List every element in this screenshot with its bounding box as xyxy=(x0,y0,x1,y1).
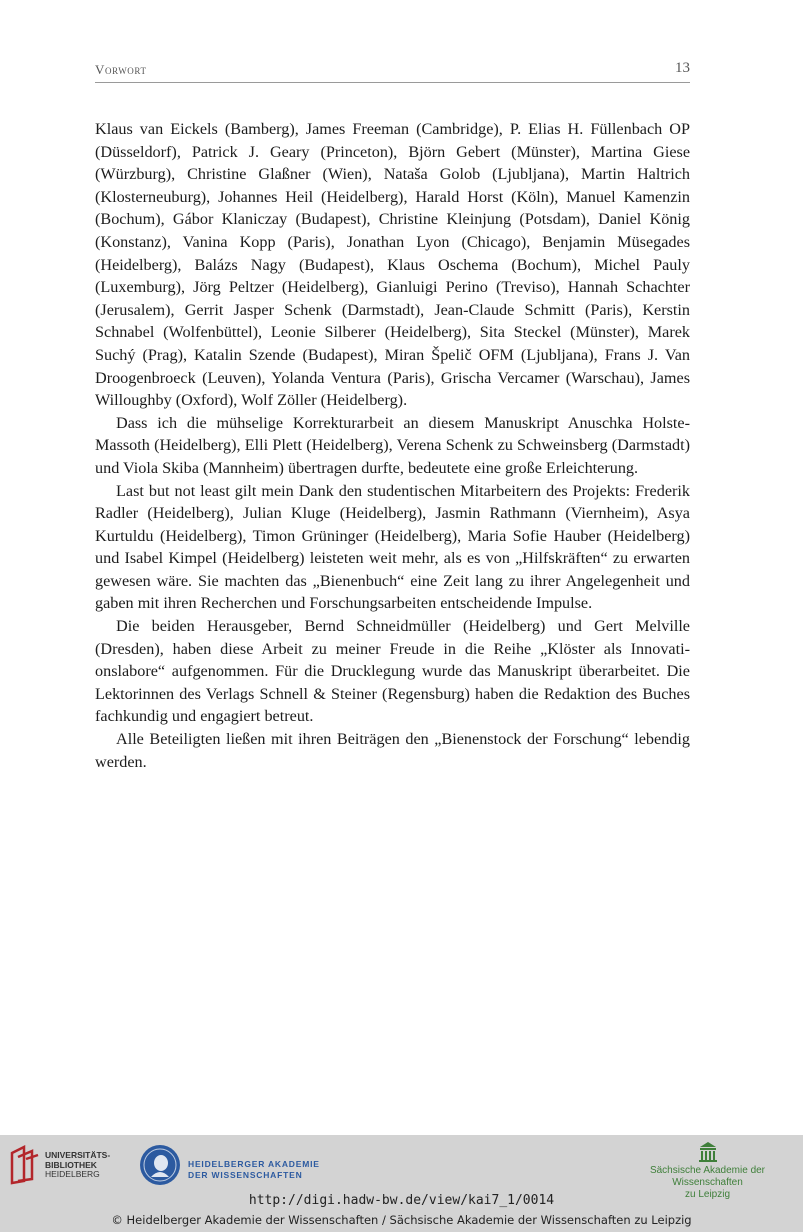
copyright-notice: © Heidelberger Akademie der Wissenschaften / Sächsische Akademie der Wissenschaften zu Leipzig xyxy=(111,1213,692,1227)
paragraph-5: Alle Beteiligten ließen mit ihren Beiträgen den „Bienenstock der Forschung“ lebendig werden. xyxy=(95,730,690,771)
heidelberg-academy-logo[interactable] xyxy=(138,1143,338,1191)
academy-seal-icon xyxy=(138,1143,182,1187)
paragraph-4: Die beiden Herausgeber, Bernd Schneidmüller (Heidelberg) und Gert Melville (Dresden), haben diese Arbeit zu meiner Freude in die Reihe „Klöster als Innovationslabore“ aufgenommen. Für die Drucklegung wurde das Manuskript überarbeitet. Die Lektorinnen des Verlags Schnell & Steiner (Regensburg) haben die Redaktion des Buches fachkundig und engagiert betreut. xyxy=(95,617,690,726)
page-url-link[interactable]: http://digi.hadw-bw.de/view/kai7_1/0014 xyxy=(248,1193,555,1208)
page-number: 13 xyxy=(675,60,690,76)
university-library-name: UNIVERSITÄTS- BIBLIOTHEK HEIDELBERG xyxy=(45,1150,111,1179)
running-header xyxy=(95,60,690,83)
paragraph-1: Klaus van Eickels (Bamberg), James Freeman (Cambridge), P. Elias H. Füllenbach OP (Düsseldorf), Patrick J. Geary (Princeton), Björn Gebert (Münster), Martina Giese (Würzburg), Christine Glaßner (Wien), Nataša Golob (Ljubljana), Martin Haltrich (Klosterneuburg), Johannes Heil (Heidelberg), Harald Horst (Köln), Manuel Kamenzin (Bochum), Gábor Klaniczay (Budapest), Christine Kleinjung (Potsdam), Daniel König (Konstanz), Vanina Kopp (Paris), Jonathan Lyon (Chicago), Benjamin Müsegades (Heidelberg), Balázs Nagy (Budapest), Klaus Oschema (Bochum), Michel Pauly (Luxemburg), Jörg Peltzer (Heidelberg), Gianluigi Perino (Treviso), Hannah Schachter (Jerusalem), Gerrit Jasper Schenk (Darmstadt), Jean-Claude Schmitt (Paris), Kerstin Schnabel (Wolfenbüttel), Leonie Silberer (Heidelberg), Sita Steckel (Münster), Marek Suchý (Prag), Katalin Szende (Budapest), Miran Špelič OFM (Ljubljana), Frans J. Van Droogenbroeck (Leuven), Yolanda Ventura (Paris), Grischa Vercamer (Warschau), James Willoughby (Oxford), Wolf Zöller (Heidelberg). xyxy=(95,120,690,410)
paragraph-2: Dass ich die mühselige Korrekturarbeit an diesem Manuskript Anuschka Holste-Massoth (Heidelberg), Elli Plett (Heidelberg), Verena Schenk zu Schweinsberg (Darmstadt) und Viola Skiba (Mannheim) übertragen durfte, bedeutete eine große Erleichterung. xyxy=(95,413,690,477)
viewer-footer xyxy=(0,1135,803,1232)
academy-building-icon xyxy=(698,1141,718,1163)
heidelberg-academy-name: HEIDELBERGER AKADEMIE DER WISSENSCHAFTEN xyxy=(188,1159,320,1180)
paragraph-3: Last but not least gilt mein Dank den studentischen Mitarbeitern des Projekts: Frederik Radler (Heidelberg), Julian Kluge (Heidelberg), Jasmin Rathmann (Viernheim), Asya Kurtuldu (Heidelberg), Timon Grüninger (Heidelberg), Maria Sofie Hauber (Heidelberg) und Isabel Kimpel (Heidelberg) leisteten weit mehr, als es von „Hilfskräften“ zu erwarten gewesen wäre. Sie machten das „Bienenbuch“ eine Zeit lang zu ihrer Angelegenheit und gaben mit ihren Recherchen und Forschungsarbeiten entscheidende Impulse. xyxy=(95,481,690,613)
section-title: Vorwort xyxy=(95,62,147,77)
university-library-logo[interactable] xyxy=(10,1145,130,1189)
body-text xyxy=(95,118,690,773)
university-library-mark-icon xyxy=(10,1145,40,1185)
saxon-academy-name: Sächsische Akademie der Wissenschaften zu Leipzig xyxy=(649,1165,766,1200)
